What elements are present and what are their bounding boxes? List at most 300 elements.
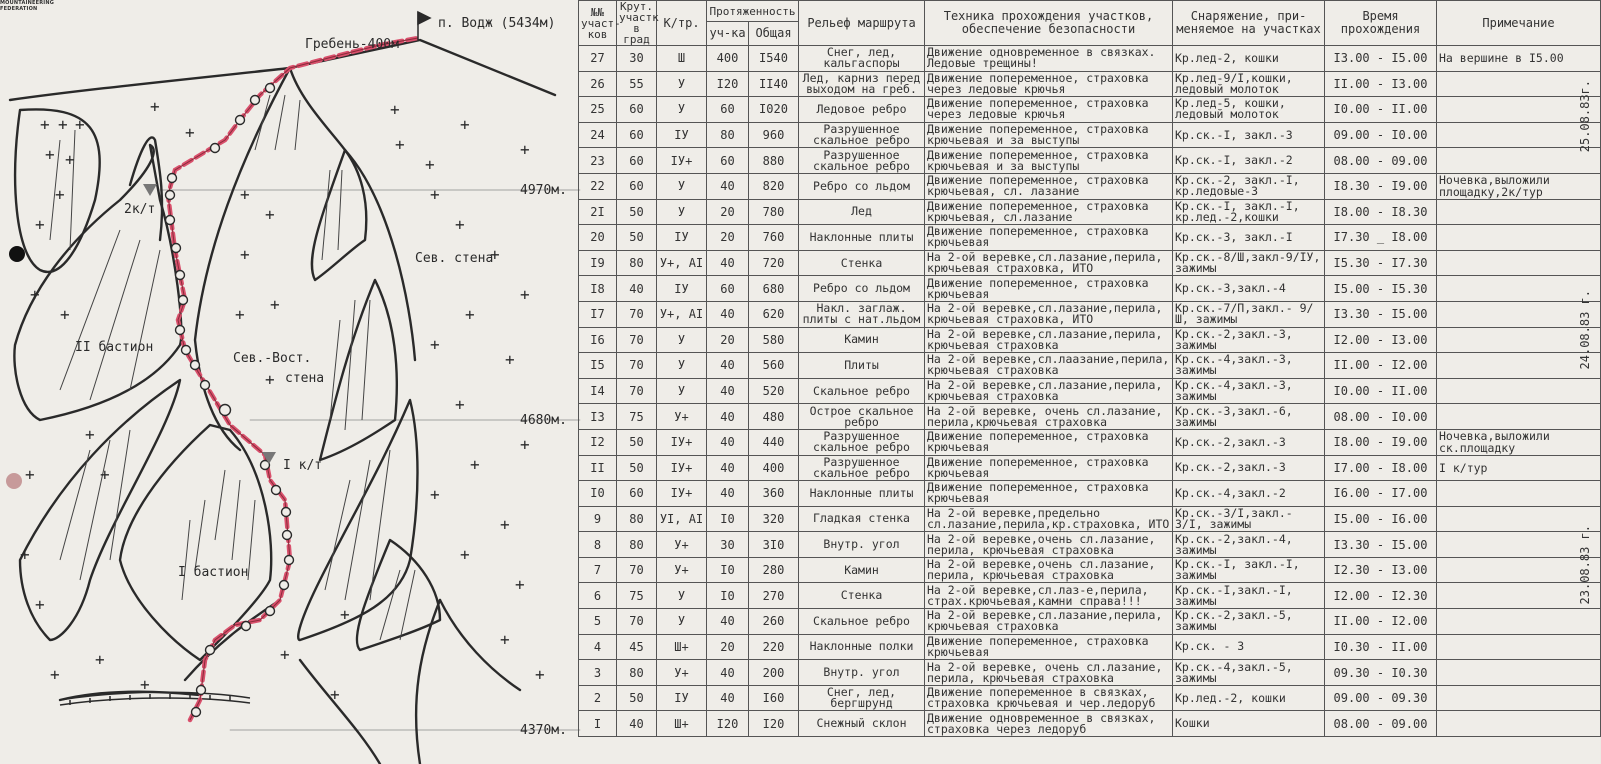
cell-cat: У [657, 583, 707, 609]
date-23: 23.08.83 г. [1578, 525, 1592, 605]
table-row [579, 173, 1601, 199]
cell-tech: На 2-ой веревке, очень сл.лазание, перила,крючьевая страховка [925, 404, 1173, 430]
cell-tech: Движение попеременное, страховка крючьевая и за выступы [925, 122, 1173, 148]
cell-tot: 960 [749, 122, 799, 148]
table-row [579, 97, 1601, 123]
cell-note [1437, 557, 1601, 583]
cell-note [1437, 634, 1601, 660]
header-steepness: Крут. участк в град [617, 1, 657, 46]
cell-n: 5 [579, 609, 617, 635]
cell-cat: У+, AI [657, 301, 707, 327]
cell-note [1437, 353, 1601, 379]
cell-gear: Кр.ск.-3/I,закл.- 3/I, зажимы [1173, 506, 1325, 532]
cell-tech: Движение попеременное, страховка крючьевая и за выступы [925, 148, 1173, 174]
ne-wall-label-1: Сев.-Вост. [233, 351, 312, 366]
cell-note [1437, 685, 1601, 711]
cell-tot: 3I0 [749, 532, 799, 558]
cell-len: I0 [707, 506, 749, 532]
cell-relief: Разрушенное скальное ребро [799, 455, 925, 481]
svg-text:+: + [240, 245, 250, 264]
cell-gear: Кр.ск. - 3 [1173, 634, 1325, 660]
cell-deg: 70 [617, 327, 657, 353]
cell-time: 08.00 - I0.00 [1325, 404, 1437, 430]
cell-len: I20 [707, 711, 749, 737]
table-row [579, 455, 1601, 481]
cell-relief: Камин [799, 327, 925, 353]
table-row [579, 557, 1601, 583]
route-table-container [578, 0, 1600, 764]
cell-n: 2 [579, 685, 617, 711]
cell-time: 09.00 - 09.30 [1325, 685, 1437, 711]
cell-deg: 60 [617, 97, 657, 123]
cell-gear: Кр.ск.-2,закл.-3 [1173, 429, 1325, 455]
table-row [579, 506, 1601, 532]
table-row [579, 378, 1601, 404]
cell-note: Ночевка,выложили площадку,2к/тур [1437, 173, 1601, 199]
cell-note [1437, 532, 1601, 558]
cell-note [1437, 276, 1601, 302]
cell-tot: 780 [749, 199, 799, 225]
cell-tech: Движение одновременное в связках. Ледовые трещины! [925, 46, 1173, 72]
cell-tot: 280 [749, 557, 799, 583]
cell-gear: Кр.ск.-2,закл.-5, зажимы [1173, 609, 1325, 635]
cell-time: I3.30 - I5.00 [1325, 532, 1437, 558]
cell-gear: Кр.ск.-3,закл.-6, зажимы [1173, 404, 1325, 430]
cell-gear: Кр.ск.-I,закл.-I, зажимы [1173, 583, 1325, 609]
cell-tech: На 2-ой веревке,очень сл.лазание, перила, крючьевая страховка [925, 532, 1173, 558]
cell-n: 7 [579, 557, 617, 583]
cell-tot: 820 [749, 173, 799, 199]
cell-deg: 45 [617, 634, 657, 660]
cell-len: 60 [707, 97, 749, 123]
cell-n: 26 [579, 71, 617, 97]
north-wall-label: Сев. стена [415, 251, 494, 266]
cell-tot: 680 [749, 276, 799, 302]
cell-tech: Движение попеременное, страховка крючьевая [925, 634, 1173, 660]
cell-len: 40 [707, 404, 749, 430]
table-row [579, 353, 1601, 379]
cell-cat: У+ [657, 532, 707, 558]
cell-time: II.00 - I3.00 [1325, 71, 1437, 97]
cell-tot: 580 [749, 327, 799, 353]
cell-deg: 50 [617, 455, 657, 481]
cell-cat: УI, AI [657, 506, 707, 532]
cell-note [1437, 122, 1601, 148]
cell-tech: На 2-ой веревке,сл.лаазание,перила, крючьевая страховка [925, 353, 1173, 379]
cell-deg: 80 [617, 660, 657, 686]
cell-gear: Кр.ск.-4,закл.-2 [1173, 481, 1325, 507]
table-row [579, 199, 1601, 225]
cell-tech: Движение попеременное, страховка крючьевая [925, 455, 1173, 481]
cell-len: 40 [707, 481, 749, 507]
cell-tech: Движение одновременное в связках, страховка через ледоруб [925, 711, 1173, 737]
cell-relief: Разрушенное скальное ребро [799, 148, 925, 174]
cell-note [1437, 301, 1601, 327]
table-row [579, 301, 1601, 327]
cell-len: 60 [707, 276, 749, 302]
cell-note [1437, 225, 1601, 251]
cell-relief: Стенка [799, 250, 925, 276]
cell-tech: Движение попеременное, страховка через ледовые крючья [925, 71, 1173, 97]
svg-text:+: + [460, 545, 470, 564]
cell-tot: 200 [749, 660, 799, 686]
cell-cat: У [657, 173, 707, 199]
cell-note [1437, 583, 1601, 609]
table-row [579, 46, 1601, 72]
svg-text:+: + [280, 645, 290, 664]
cell-deg: 60 [617, 481, 657, 507]
cell-relief: Внутр. угол [799, 532, 925, 558]
svg-text:+: + [520, 285, 530, 304]
cell-tot: 440 [749, 429, 799, 455]
cell-tech: На 2-ой веревке,сл.лазание,перила, крючьевая страховка, ИТО [925, 250, 1173, 276]
cell-time: I5.00 - I6.00 [1325, 506, 1437, 532]
cell-n: I6 [579, 327, 617, 353]
cell-deg: 55 [617, 71, 657, 97]
cell-relief: Наклонные полки [799, 634, 925, 660]
cell-gear: Кр.ск.-I, закл.-3 [1173, 122, 1325, 148]
cell-deg: 30 [617, 46, 657, 72]
svg-text:+: + [55, 185, 65, 204]
cell-relief: Наклонные плиты [799, 225, 925, 251]
table-row [579, 429, 1601, 455]
cell-tot: 480 [749, 404, 799, 430]
header-technique: Техника прохождения участков, обеспечение безопасности [925, 1, 1173, 46]
cell-n: I8 [579, 276, 617, 302]
svg-text:+: + [35, 595, 45, 614]
svg-text:+: + [240, 185, 250, 204]
cell-gear: Кр.лед-9/I,кошки, ледовый молоток [1173, 71, 1325, 97]
cell-tot: 270 [749, 583, 799, 609]
svg-text:+: + [500, 515, 510, 534]
cell-relief: Скальное ребро [799, 378, 925, 404]
cell-tech: На 2-ой веревке,сл.лазание,перила, крючьевая страховка [925, 378, 1173, 404]
svg-text:+: + [25, 465, 35, 484]
cell-gear: Кр.ск.-4,закл.-3, зажимы [1173, 378, 1325, 404]
cell-gear: Кошки [1173, 711, 1325, 737]
cell-len: 40 [707, 660, 749, 686]
table-row [579, 711, 1601, 737]
cell-n: 3 [579, 660, 617, 686]
cell-tech: На 2-ой веревке,предельно сл.лазание,перила,кр.страховка, ИТО [925, 506, 1173, 532]
cell-cat: IУ+ [657, 481, 707, 507]
header-notes: Примечание [1437, 1, 1601, 46]
cell-gear: Кр.ск.-4,закл.-5, зажимы [1173, 660, 1325, 686]
cell-time: I2.00 - I2.30 [1325, 583, 1437, 609]
svg-text:+: + [515, 575, 525, 594]
altitude-4970: 4970м. [520, 183, 567, 198]
svg-text:+: + [50, 665, 60, 684]
cell-cat: У+ [657, 557, 707, 583]
cell-time: I3.30 - I5.00 [1325, 301, 1437, 327]
cell-time: I8.00 - I8.30 [1325, 199, 1437, 225]
cell-note [1437, 609, 1601, 635]
cell-n: 23 [579, 148, 617, 174]
cell-note [1437, 660, 1601, 686]
svg-text:+: + [20, 545, 30, 564]
svg-text:+: + [340, 605, 350, 624]
cell-relief: Внутр. угол [799, 660, 925, 686]
cell-deg: 50 [617, 685, 657, 711]
svg-text:+: + [520, 140, 530, 159]
cell-n: I9 [579, 250, 617, 276]
cell-relief: Снег, лед, кальгаспоры [799, 46, 925, 72]
table-row [579, 404, 1601, 430]
header-len-total: Общая [749, 22, 799, 46]
cell-len: 40 [707, 301, 749, 327]
cell-deg: 70 [617, 378, 657, 404]
cell-tech: Движение попеременное в связках, страховка крючьевая и чер.ледоруб [925, 685, 1173, 711]
cell-tot: 260 [749, 609, 799, 635]
cell-n: 9 [579, 506, 617, 532]
cell-relief: Стенка [799, 583, 925, 609]
cell-tot: 760 [749, 225, 799, 251]
cell-len: 20 [707, 634, 749, 660]
cell-time: 08.00 - 09.00 [1325, 711, 1437, 737]
cell-gear: Кр.ск.-3, закл.-I [1173, 225, 1325, 251]
cell-relief: Разрушенное скальное ребро [799, 122, 925, 148]
cell-tech: Движение попеременное, страховка крючьевая [925, 481, 1173, 507]
cell-relief: Лед [799, 199, 925, 225]
cell-len: I0 [707, 557, 749, 583]
svg-text:+: + [30, 285, 40, 304]
cell-relief: Острое скальное ребро [799, 404, 925, 430]
header-relief: Рельеф маршрута [799, 1, 925, 46]
cell-deg: 60 [617, 148, 657, 174]
cell-gear: Кр.ск.-I, закл.-2 [1173, 148, 1325, 174]
svg-text:+: + [425, 155, 435, 174]
svg-text:+: + [430, 335, 440, 354]
altitude-4370: 4370м. [520, 723, 567, 738]
cell-note [1437, 481, 1601, 507]
cell-n: 2I [579, 199, 617, 225]
cell-tech: На 2-ой веревке,сл.лаз-е,перила, страх.крючьевая,камни справа!!! [925, 583, 1173, 609]
cell-cat: У [657, 199, 707, 225]
bastion-1-label: I бастион [178, 565, 249, 580]
cell-time: I5.00 - I5.30 [1325, 276, 1437, 302]
svg-text:+: + [455, 215, 465, 234]
svg-text:+: + [58, 115, 68, 134]
cell-note: На вершине в I5.00 [1437, 46, 1601, 72]
cell-tech: Движение попеременное, страховка крючьевая [925, 225, 1173, 251]
ne-wall-label-2: стена [285, 371, 325, 386]
cell-deg: 70 [617, 301, 657, 327]
cell-time: I3.00 - I5.00 [1325, 46, 1437, 72]
cell-tech: Движение попеременное, страховка крючьевая [925, 276, 1173, 302]
cell-deg: 75 [617, 404, 657, 430]
cell-gear: Кр.ск.-4,закл.-3, зажимы [1173, 353, 1325, 379]
svg-text:+: + [535, 665, 545, 684]
header-difficulty: К/тр. [657, 1, 707, 46]
cell-relief: Ребро со льдом [799, 173, 925, 199]
cell-time: I0.00 - II.00 [1325, 97, 1437, 123]
cell-tot: 400 [749, 455, 799, 481]
camp-1-label: I к/т [283, 458, 323, 473]
cell-gear: Кр.ск.-2, закл.-I, кр.ледовые-3 [1173, 173, 1325, 199]
cell-deg: 75 [617, 583, 657, 609]
cell-cat: IУ+ [657, 429, 707, 455]
cell-note [1437, 71, 1601, 97]
svg-text:+: + [40, 115, 50, 134]
cell-len: 40 [707, 685, 749, 711]
route-diagram [0, 0, 580, 764]
cell-tot: I20 [749, 711, 799, 737]
cell-relief: Лед, карниз перед выходом на греб. [799, 71, 925, 97]
cell-len: 40 [707, 609, 749, 635]
cell-cat: IУ [657, 685, 707, 711]
cell-len: I0 [707, 583, 749, 609]
cell-gear: Кр.лед.-2, кошки [1173, 685, 1325, 711]
cell-tot: 360 [749, 481, 799, 507]
cell-deg: 50 [617, 199, 657, 225]
route-table [578, 0, 1601, 737]
cell-len: 40 [707, 250, 749, 276]
svg-text:+: + [95, 650, 105, 669]
cell-cat: У [657, 97, 707, 123]
header-gear: Снаряжение, при-меняемое на участках [1173, 1, 1325, 46]
cell-relief: Разрушенное скальное ребро [799, 429, 925, 455]
cell-time: II.00 - I2.00 [1325, 609, 1437, 635]
cell-n: I4 [579, 378, 617, 404]
table-row [579, 122, 1601, 148]
logo-line1: MOUNTAINEERING [0, 0, 55, 6]
logo-line2: FEDERATION [0, 6, 38, 12]
cell-cat: У [657, 71, 707, 97]
table-row [579, 327, 1601, 353]
svg-text:+: + [455, 395, 465, 414]
cell-gear: Кр.ск.-2,закл.-3, зажимы [1173, 327, 1325, 353]
cell-note: I к/тур [1437, 455, 1601, 481]
cell-len: 20 [707, 327, 749, 353]
svg-text:+: + [465, 305, 475, 324]
svg-text:+: + [185, 123, 195, 142]
cell-tot: 220 [749, 634, 799, 660]
table-row [579, 225, 1601, 251]
camp-2-label: 2к/т [124, 202, 156, 217]
cell-deg: 80 [617, 250, 657, 276]
cell-time: I8.30 - I9.00 [1325, 173, 1437, 199]
cell-len: 80 [707, 122, 749, 148]
cell-deg: 70 [617, 353, 657, 379]
cell-n: 24 [579, 122, 617, 148]
svg-text:+: + [460, 115, 470, 134]
cell-gear: Кр.ск.-8/Ш,закл-9/IУ, зажимы [1173, 250, 1325, 276]
cell-tech: На 2-ой веревке,сл.лазание,перила, крючьевая страховка [925, 327, 1173, 353]
svg-text:+: + [85, 425, 95, 444]
summit-label: п. Водж (5434м) [438, 16, 556, 31]
cell-relief: Снег, лед, бергшрунд [799, 685, 925, 711]
cell-deg: 70 [617, 609, 657, 635]
cell-cat: IУ+ [657, 148, 707, 174]
cell-cat: У [657, 609, 707, 635]
cell-deg: 60 [617, 173, 657, 199]
cell-time: I8.00 - I9.00 [1325, 429, 1437, 455]
svg-text:+: + [100, 465, 110, 484]
cell-len: 40 [707, 455, 749, 481]
cell-n: I5 [579, 353, 617, 379]
cell-deg: 80 [617, 506, 657, 532]
cell-note [1437, 506, 1601, 532]
cell-tot: 620 [749, 301, 799, 327]
table-row [579, 71, 1601, 97]
cell-note [1437, 404, 1601, 430]
cell-tot: 880 [749, 148, 799, 174]
table-row [579, 609, 1601, 635]
cell-time: I7.00 - I8.00 [1325, 455, 1437, 481]
cell-n: 6 [579, 583, 617, 609]
cell-deg: 40 [617, 276, 657, 302]
cell-relief: Ребро со льдом [799, 276, 925, 302]
table-row [579, 481, 1601, 507]
cell-len: 40 [707, 378, 749, 404]
cell-tech: Движение попеременное, страховка крючьевая [925, 429, 1173, 455]
table-row [579, 685, 1601, 711]
cell-len: 40 [707, 353, 749, 379]
cell-tot: II40 [749, 71, 799, 97]
cell-time: 09.00 - I0.00 [1325, 122, 1437, 148]
svg-text:+: + [395, 135, 405, 154]
cell-deg: 70 [617, 557, 657, 583]
cell-tot: I540 [749, 46, 799, 72]
cell-time: II.00 - I2.00 [1325, 353, 1437, 379]
cell-relief: Наклонные плиты [799, 481, 925, 507]
cell-tech: На 2-ой веревке, очень сл.лазание, перила, крючьевая страховка [925, 660, 1173, 686]
cell-cat: Ш+ [657, 711, 707, 737]
cell-note [1437, 711, 1601, 737]
header-len-section: уч-ка [707, 22, 749, 46]
cell-cat: Ш+ [657, 634, 707, 660]
cell-gear: Кр.ск.-2,закл.-4, зажимы [1173, 532, 1325, 558]
cell-time: I7.30 _ I8.00 [1325, 225, 1437, 251]
cell-relief: Снежный склон [799, 711, 925, 737]
cell-relief: Скальное ребро [799, 609, 925, 635]
table-row [579, 634, 1601, 660]
cell-cat: У [657, 378, 707, 404]
cell-tech: Движение попеременное, страховка крючьевая, сл.лазание [925, 199, 1173, 225]
cell-time: 09.30 - I0.30 [1325, 660, 1437, 686]
cell-len: 400 [707, 46, 749, 72]
cell-tech: Движение попеременное, страховка через ледовые крючья [925, 97, 1173, 123]
cell-tech: На 2-ой веревке,сл.лазание,перила, крючьевая страховка, ИТО [925, 301, 1173, 327]
svg-text:+: + [60, 305, 70, 324]
route-table-body [579, 46, 1601, 737]
svg-text:+: + [490, 245, 500, 264]
cell-n: I3 [579, 404, 617, 430]
cell-note [1437, 378, 1601, 404]
cell-len: 20 [707, 225, 749, 251]
svg-text:+: + [45, 145, 55, 164]
cell-note [1437, 199, 1601, 225]
cell-len: 20 [707, 199, 749, 225]
cell-gear: Кр.лед-5, кошки, ледовый молоток [1173, 97, 1325, 123]
cell-gear: Кр.ск.-7/П,закл.- 9/Ш, зажимы [1173, 301, 1325, 327]
cell-n: I2 [579, 429, 617, 455]
cell-tech: Движение попеременное, страховка крючьевая, сл. лазание [925, 173, 1173, 199]
cell-n: 25 [579, 97, 617, 123]
table-row [579, 532, 1601, 558]
cell-note [1437, 327, 1601, 353]
table-row [579, 276, 1601, 302]
cell-cat: IУ+ [657, 455, 707, 481]
cell-gear: Кр.ск.-3,закл.-4 [1173, 276, 1325, 302]
cell-cat: У+, AI [657, 250, 707, 276]
ridge-label: Гребень-400м [305, 37, 399, 52]
cell-tot: 520 [749, 378, 799, 404]
cell-deg: 50 [617, 429, 657, 455]
cell-time: I5.30 - I7.30 [1325, 250, 1437, 276]
cell-relief: Камин [799, 557, 925, 583]
cell-n: 27 [579, 46, 617, 72]
